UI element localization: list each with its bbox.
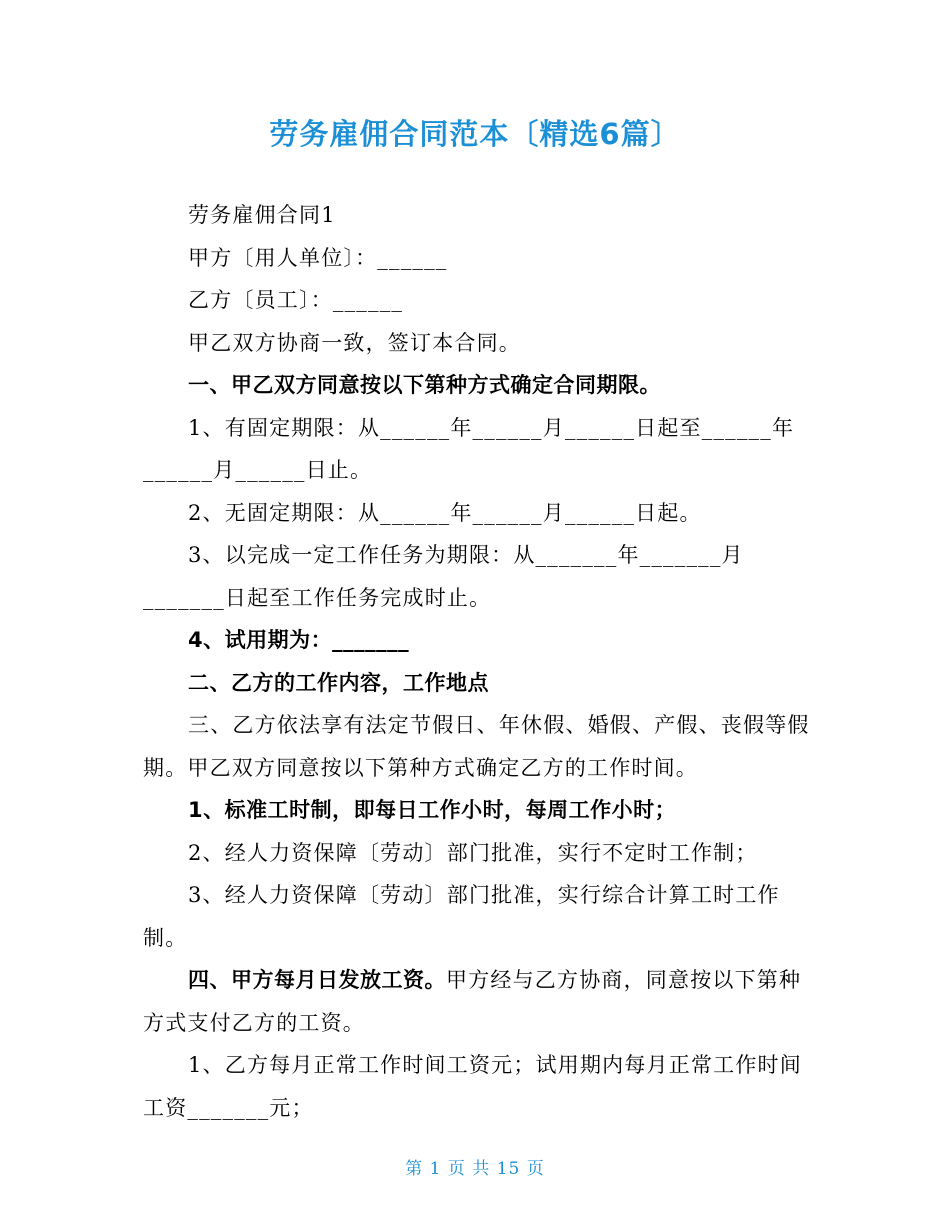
- section-1-heading: 一、甲乙双方同意按以下第种方式确定合同期限。: [188, 373, 661, 397]
- paragraph-comprehensive-hours: 3、经人力资保障〔劳动〕部门批准，实行综合计算工时工作制。: [143, 883, 780, 950]
- section-4-paragraph: [143, 959, 813, 1044]
- page-footer: 第 1 页 共 15 页: [405, 1159, 545, 1179]
- document-title: 劳务雇佣合同范本〔精选6篇〕: [269, 117, 681, 151]
- paragraph-agreement: 甲乙双方协商一致，签订本合同。: [188, 330, 521, 355]
- section-4-text: 甲方经与乙方协商，同意按以下第种方式支付乙方的工资。: [143, 968, 802, 1035]
- paragraph-party-b: 乙方〔员工〕：______: [188, 288, 404, 312]
- paragraph-standard-hours: 1、标准工时制，即每日工作小时，每周工作小时；: [188, 798, 677, 822]
- section-3-paragraph: 三、乙方依法享有法定节假日、年休假、婚假、产假、丧假等假期。甲乙双方同意按以下第种方式确定乙方的工作时间。: [143, 713, 810, 780]
- paragraph-party-a: 甲方〔用人单位〕：______: [188, 245, 448, 270]
- paragraph-flexible-hours: 2、经人力资保障〔劳动〕部门批准，实行不定时工作制；: [188, 840, 758, 865]
- section-2-heading: 二、乙方的工作内容，工作地点: [188, 670, 489, 695]
- paragraph-open-term: 2、无固定期限：从______年______月______日起。: [188, 500, 702, 525]
- section-4-heading: 四、甲方每月日发放工资。: [188, 968, 446, 992]
- paragraph-contract-heading: 劳务雇佣合同1: [188, 203, 336, 227]
- paragraph-probation: 4、试用期为：_______: [188, 628, 410, 652]
- paragraph-fixed-term: 1、有固定期限：从______年______月______日起至______年______月______日止。: [143, 415, 795, 482]
- paragraph-salary: 1、乙方每月正常工作时间工资元；试用期内每月正常工作时间工资_______元；: [143, 1053, 802, 1120]
- paragraph-task-term: 3、以完成一定工作任务为期限：从_______年_______月_______日起至工作任务完成时止。: [143, 543, 744, 610]
- document-body: [143, 194, 813, 1129]
